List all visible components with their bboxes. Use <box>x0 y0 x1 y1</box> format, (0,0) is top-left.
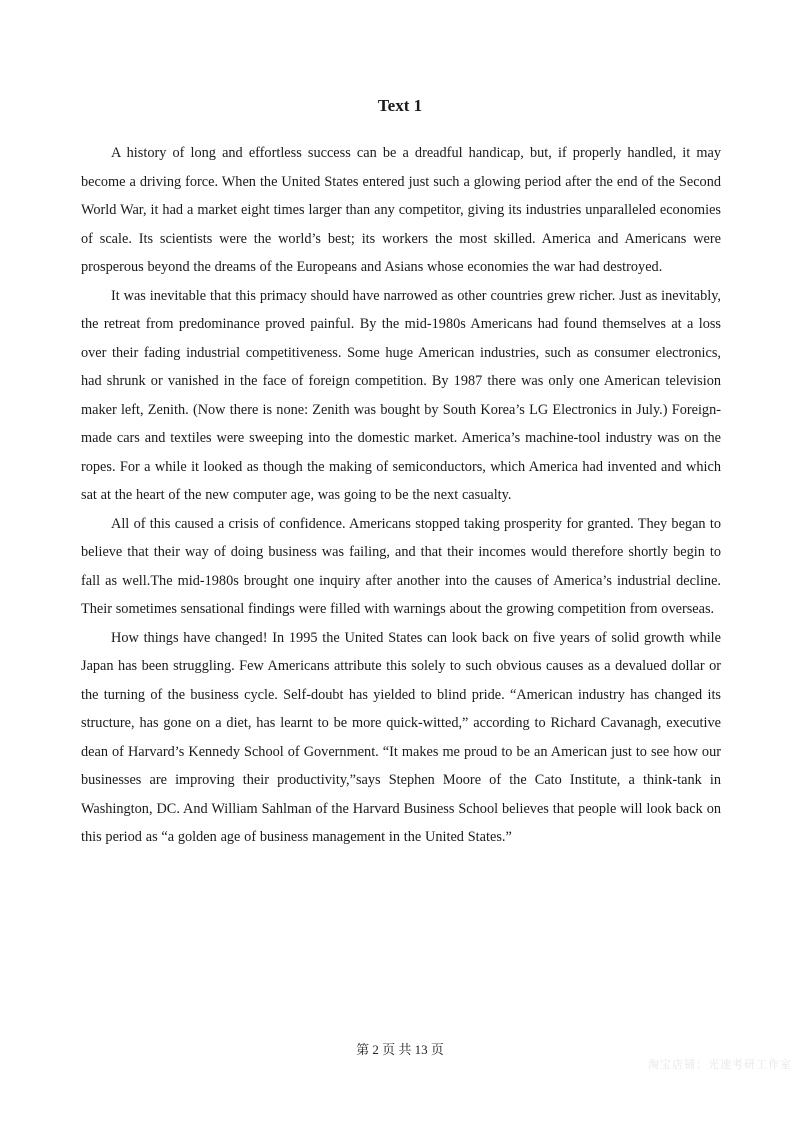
paragraph-3: All of this caused a crisis of confidence. Americans stopped taking prosperity for granted. They began to believe that their way of doing business was failing, and that their incomes would therefore shortly begin to fall as well.The mid-1980s brought one inquiry after another into the causes of America’s industrial decline. Their sometimes sensational findings were filled with warnings about the growing competition from overseas. <box>81 515 721 617</box>
paragraph-2: It was inevitable that this primacy should have narrowed as other countries grew richer. Just as inevitably, the retreat from predominance proved painful. By the mid-1980s Americans had found themselves at a loss over their fading industrial competitiveness. Some huge American industries, such as consumer electronics, had shrunk or vanished in the face of foreign competition. By 1987 there was only one American television maker left, Zenith. (Now there is none: Zenith was bought by South Korea’s LG Electronics in July.) Foreign-made cars and textiles were sweeping into the domestic market. America’s machine-tool industry was on the ropes. For a while it looked as though the making of semiconductors, which America had invented and which sat at the heart of the new computer age, was going to be the next casualty. <box>81 287 721 503</box>
paragraph-1: A history of long and effortless success can be a dreadful handicap, but, if properly handled, it may become a driving force. When the United States entered just such a glowing period after the end of the Second World War, it had a market eight times larger than any competitor, giving its industries unparalleled economies of scale. Its scientists were the world’s best; its workers the most skilled. America and Americans were prosperous beyond the dreams of the Europeans and Asians whose economies the war had destroyed. <box>81 145 721 275</box>
shop-watermark: 淘宝店铺：光速考研工作室 <box>648 1058 792 1071</box>
document-title: Text 1 <box>377 96 423 115</box>
document-body <box>81 139 721 852</box>
page-number-footer: 第 2 页 共 13 页 <box>356 1042 444 1057</box>
paragraph-4: How things have changed! In 1995 the United States can look back on five years of solid growth while Japan has been struggling. Few Americans attribute this solely to such obvious causes as a devalued dollar or the turning of the business cycle. Self-doubt has yielded to blind pride. “American industry has changed its structure, has gone on a diet, has learnt to be more quick-witted,” according to Richard Cavanagh, executive dean of Harvard’s Kennedy School of Government. “It makes me proud to be an American just to see how our businesses are improving their productivity,”says Stephen Moore of the Cato Institute, a think-tank in Washington, DC. And William Sahlman of the Harvard Business School believes that people will look back on this period as “a golden age of business management in the United States.” <box>81 629 721 845</box>
